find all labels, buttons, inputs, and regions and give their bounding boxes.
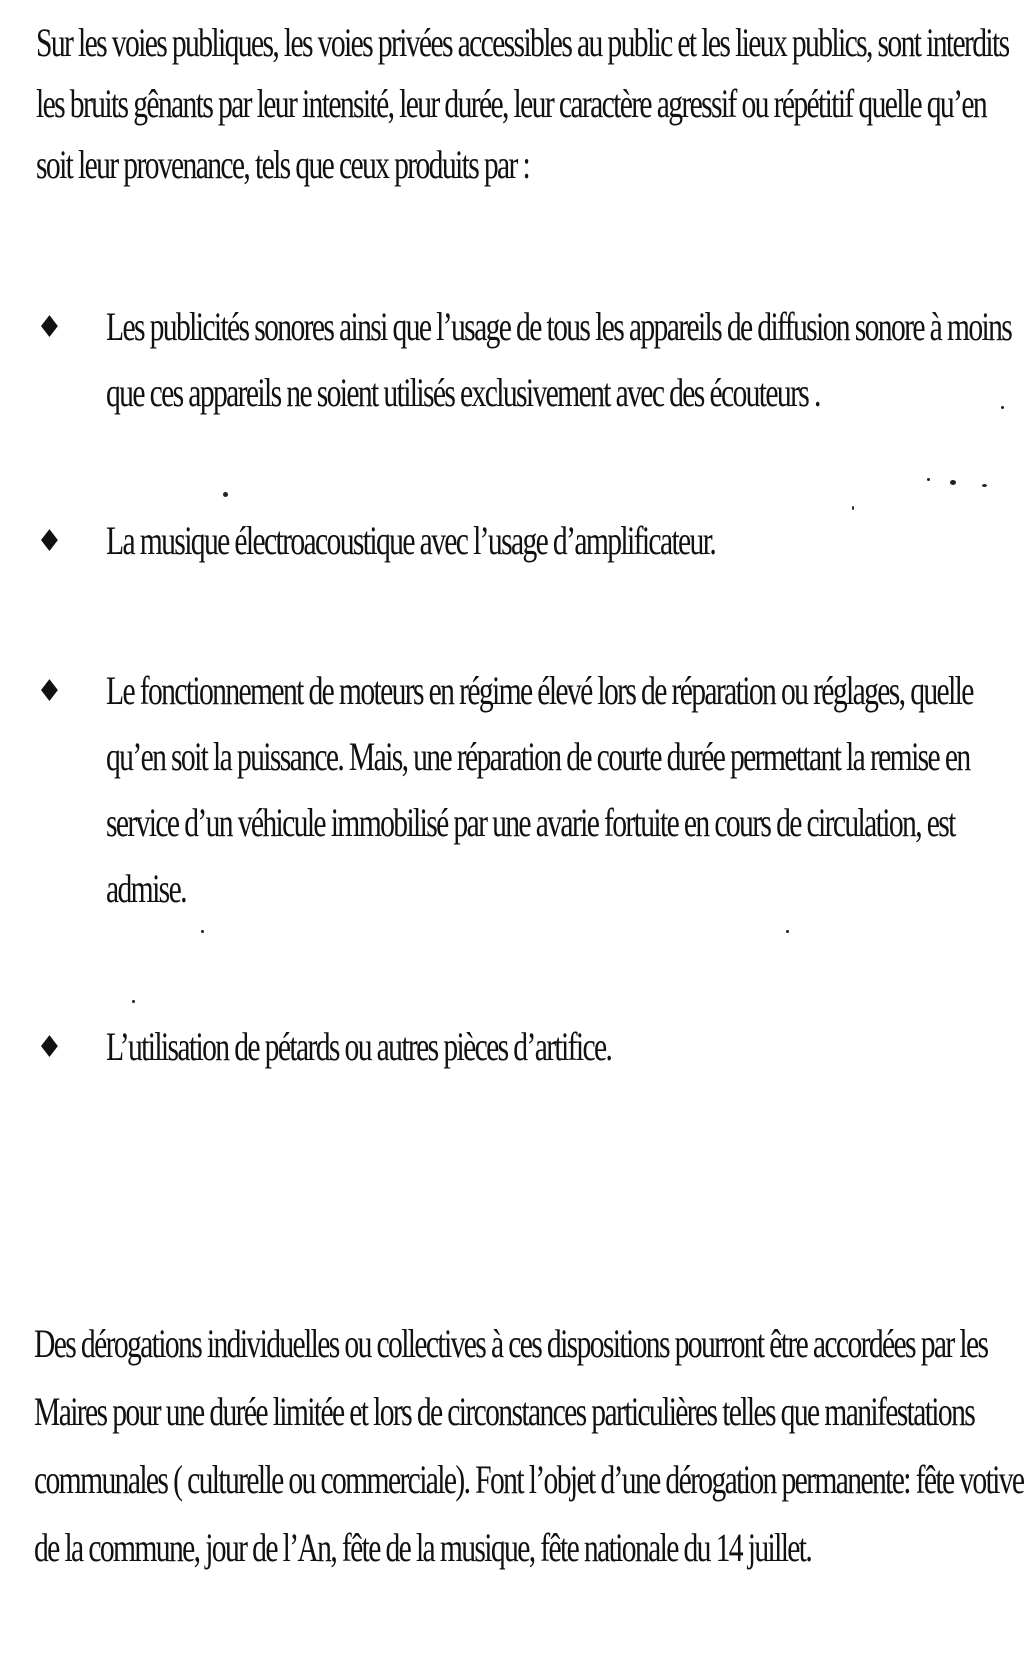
- scan-speck: [201, 930, 204, 933]
- bullet-text: [106, 294, 1011, 426]
- intro-line: les bruits gênants par leur intensité, leur durée, leur caractère agressif ou répétitif quelle qu’en: [36, 81, 987, 126]
- bullet-line: La musique électroacoustique avec l’usage d’amplificateur.: [106, 518, 716, 563]
- scan-speck: [852, 506, 854, 510]
- intro-line: Sur les voies publiques, les voies privées accessibles au public et les lieux publics, sont interdits: [36, 20, 1009, 65]
- bullet-line: que ces appareils ne soient utilisés exclusivement avec des écouteurs .: [106, 370, 820, 415]
- intro-paragraph: [36, 12, 1008, 195]
- bullet-line: Le fonctionnement de moteurs en régime élevé lors de réparation ou réglages, quelle: [106, 668, 973, 713]
- scan-speck: [950, 480, 956, 485]
- scan-speck: [223, 492, 228, 497]
- scan-speck: [1001, 406, 1004, 409]
- derogations-line: communales ( culturelle ou commerciale). Font l’objet d’une dérogation permanente: fête votive: [34, 1457, 1024, 1502]
- derogations-line: Des dérogations individuelles ou collectives à ces dispositions pourront être accordées par les: [34, 1321, 988, 1366]
- bullet-line: admise.: [106, 866, 186, 911]
- diamond-bullet-icon: ♦: [36, 1030, 63, 1065]
- scan-speck: [132, 1000, 135, 1003]
- bullet-text: [106, 658, 973, 922]
- scan-speck: [927, 478, 930, 481]
- scan-speck: [982, 484, 987, 487]
- derogations-line: Maires pour une durée limitée et lors de circonstances particulières telles que manifestations: [34, 1389, 975, 1434]
- bullet-line: L’utilisation de pétards ou autres pièces d’artifice.: [106, 1024, 612, 1069]
- diamond-bullet-icon: ♦: [36, 310, 63, 345]
- bullet-text: [106, 1014, 611, 1080]
- scan-speck: [786, 930, 789, 933]
- derogations-paragraph: [34, 1310, 1023, 1582]
- diamond-bullet-icon: ♦: [36, 674, 63, 709]
- derogations-line: de la commune, jour de l’An, fête de la musique, fête nationale du 14 juillet.: [34, 1525, 812, 1570]
- intro-line: soit leur provenance, tels que ceux produits par :: [36, 142, 530, 187]
- bullet-line: qu’en soit la puissance. Mais, une réparation de courte durée permettant la remise en: [106, 734, 970, 779]
- bullet-text: [106, 508, 715, 574]
- diamond-bullet-icon: ♦: [36, 524, 63, 559]
- bullet-line: Les publicités sonores ainsi que l’usage de tous les appareils de diffusion sonore à moins: [106, 304, 1012, 349]
- bullet-line: service d’un véhicule immobilisé par une avarie fortuite en cours de circulation, est: [106, 800, 955, 845]
